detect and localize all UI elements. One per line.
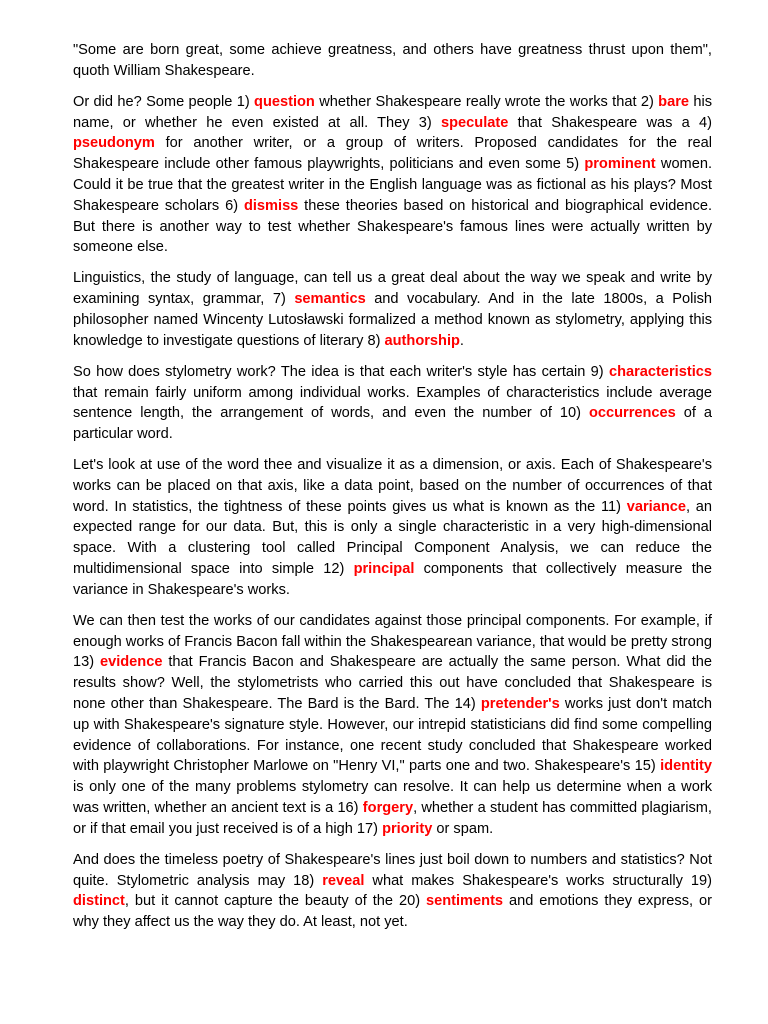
text-run: and emotions they express, or why they affect us the way they do. At least, not yet. xyxy=(73,893,712,931)
paragraph-7 xyxy=(73,850,712,933)
keyword: identity xyxy=(660,758,712,775)
text-run: Linguistics, the study of language, can tell us a great deal about the way we speak and write by examining syntax, grammar, 7) xyxy=(73,270,712,308)
paragraph-5 xyxy=(73,455,712,601)
text-run: And does the timeless poetry of Shakespeare's lines just boil down to numbers and statistics? Not quite. Stylometric analysis may 18) xyxy=(73,851,712,889)
text-run: whether Shakespeare really wrote the works that 2) xyxy=(314,93,659,110)
paragraph-4 xyxy=(73,362,712,445)
keyword: sentiments xyxy=(426,893,504,910)
keyword: pretender's xyxy=(480,696,560,713)
text-run: these theories based on historical and biographical evidence. But there is another way to test whether Shakespeare's famous lines were actually written by someone else. xyxy=(73,197,713,256)
text-run: works just don't match up with Shakespeare's signature style. However, our intrepid statisticians did find some compelling evidence of collaborations. For instance, one recent study concluded that Shakespeare worked with playwright Christopher Marlowe on "Henry VI," parts one and two. Shakespeare's 15) xyxy=(73,696,712,775)
text-run: Or did he? Some people 1) xyxy=(73,93,255,110)
text-run: components that collectively measure the variance in Shakespeare's works. xyxy=(73,561,712,598)
keyword: authorship xyxy=(384,332,460,349)
text-run: or spam. xyxy=(432,820,494,837)
keyword: speculate xyxy=(441,114,509,131)
paragraph-3 xyxy=(73,268,712,351)
paragraph-1 xyxy=(73,40,712,82)
text-run: that Francis Bacon and Shakespeare are actually the same person. What did the results show? Well, the stylometrists who carried this out have concluded that Shakespeare is none other than Shakespeare. The Bard is the Bard. The 14) xyxy=(73,654,712,713)
keyword: characteristics xyxy=(608,363,712,380)
paragraph-6 xyxy=(73,611,712,840)
keyword: variance xyxy=(626,498,686,515)
text-run: that Shakespeare was a 4) xyxy=(508,114,712,131)
keyword: evidence xyxy=(99,654,163,671)
keyword: pseudonym xyxy=(73,135,155,152)
text-run: for another writer, or a group of writers. Proposed candidates for the real Shakespeare include other famous playwrights, politicians and even some 5) xyxy=(73,135,712,173)
text-run: is only one of the many problems stylometry can resolve. It can help us determine when a work was written, whether an ancient text is a 16) xyxy=(73,779,712,817)
keyword: bare xyxy=(658,93,689,110)
paragraph-2 xyxy=(73,92,712,258)
text-run: and vocabulary. And in the late 1800s, a Polish philosopher named Wincenty Lutosławski formalized a method known as stylometry, applying this knowledge to investigate questions of literary 8) xyxy=(73,291,712,349)
text-run: Let's look at use of the word thee and visualize it as a dimension, or axis. Each of Shakespeare's works can be placed on that axis, like a data point, based on the number of occurrences of that word. In statistics, the tightness of these points gives us what is known as the 11) xyxy=(73,457,712,515)
text-run: his name, or whether he even existed at all. They 3) xyxy=(73,93,713,131)
text-run: So how does stylometry work? The idea is that each writer's style has certain 9) xyxy=(73,363,609,380)
keyword: reveal xyxy=(322,872,365,889)
keyword: question xyxy=(254,93,315,110)
keyword: semantics xyxy=(294,291,366,308)
keyword: prominent xyxy=(584,156,656,173)
text-run: , but it cannot capture the beauty of the 20) xyxy=(124,893,426,910)
text-run: . xyxy=(459,332,464,349)
text-run: that remain fairly uniform among individual works. Examples of characteristics include average sentence length, the arrangement of words, and even the number of 10) xyxy=(73,384,712,422)
text-run: , whether a student has committed plagiarism, or if that email you just received is of a high 17) xyxy=(73,800,712,837)
text-run: of a particular word. xyxy=(73,405,712,443)
text-run: women. Could it be true that the greatest writer in the English language was as fictional as his plays? Most Shakespeare scholars 6) xyxy=(73,156,713,214)
keyword: principal xyxy=(353,561,415,578)
keyword: forgery xyxy=(362,800,414,817)
text-run: "Some are born great, some achieve greatness, and others have greatness thrust upon them", quoth William Shakespeare. xyxy=(73,42,712,79)
keyword: priority xyxy=(382,820,433,837)
keyword: distinct xyxy=(73,893,125,910)
text-run: what makes Shakespeare's works structurally 19) xyxy=(364,872,713,889)
text-run: , an expected range for our data. But, this is only a single characteristic in a very high-dimensional space. With a clustering tool called Principal Component Analysis, we can reduce the multidimensional space into simple 12) xyxy=(73,498,712,578)
text-run: We can then test the works of our candidates against those principal components. For example, if enough works of Francis Bacon fall within the Shakespearean variance, that would be pretty strong 13) xyxy=(73,612,712,671)
keyword: dismiss xyxy=(243,197,299,214)
keyword: occurrences xyxy=(588,405,676,422)
